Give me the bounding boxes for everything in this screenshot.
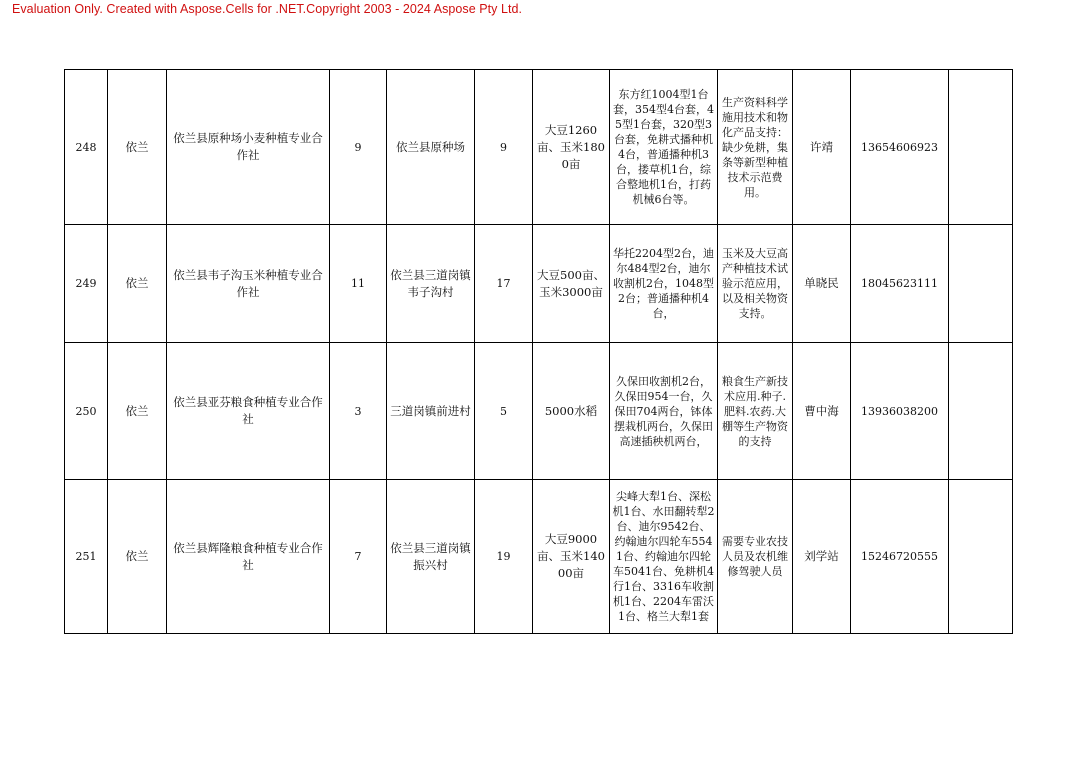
table-row <box>65 480 1013 634</box>
contact-cell: 曹中海 <box>793 343 851 480</box>
crops-cell: 5000水稻 <box>533 343 610 480</box>
empty-cell <box>949 343 1013 480</box>
contact-cell: 单晓民 <box>793 225 851 343</box>
contact-cell: 许靖 <box>793 70 851 225</box>
crops-cell: 大豆500亩、玉米3000亩 <box>533 225 610 343</box>
members-cell: 11 <box>330 225 387 343</box>
phone-cell: 13654606923 <box>851 70 949 225</box>
phone-cell: 15246720555 <box>851 480 949 634</box>
count-cell: 17 <box>475 225 533 343</box>
crops-cell: 大豆9000亩、玉米14000亩 <box>533 480 610 634</box>
table-row <box>65 343 1013 480</box>
cooperative-name-cell: 依兰县辉隆粮食种植专业合作社 <box>167 480 330 634</box>
address-cell: 依兰县原种场 <box>387 70 475 225</box>
address-cell: 依兰县三道岗镇韦子沟村 <box>387 225 475 343</box>
count-cell: 5 <box>475 343 533 480</box>
county-cell: 依兰 <box>108 70 167 225</box>
county-cell: 依兰 <box>108 480 167 634</box>
crops-cell: 大豆1260亩、玉米1800亩 <box>533 70 610 225</box>
county-cell: 依兰 <box>108 343 167 480</box>
contact-cell: 刘学站 <box>793 480 851 634</box>
row-number-cell: 251 <box>65 480 108 634</box>
needs-cell: 需要专业农技人员及农机维修驾驶人员 <box>718 480 793 634</box>
cooperative-name-cell: 依兰县原种场小麦种植专业合作社 <box>167 70 330 225</box>
row-number-cell: 248 <box>65 70 108 225</box>
needs-cell: 玉米及大豆高产种植技术试验示范应用，以及相关物资支持。 <box>718 225 793 343</box>
row-number-cell: 250 <box>65 343 108 480</box>
phone-cell: 13936038200 <box>851 343 949 480</box>
members-cell: 7 <box>330 480 387 634</box>
table-row <box>65 70 1013 225</box>
cooperative-name-cell: 依兰县亚芬粮食种植专业合作社 <box>167 343 330 480</box>
machinery-cell: 华托2204型2台，迪尔484型2台，迪尔收割机2台，1048型2台；普通播种机4台， <box>610 225 718 343</box>
needs-cell: 粮食生产新技术应用.种子.肥料.农药.大棚等生产物资的支持 <box>718 343 793 480</box>
table-row <box>65 225 1013 343</box>
needs-cell: 生产资料科学施用技术和物化产品支持：缺少免耕，集条等新型种植技术示范费用。 <box>718 70 793 225</box>
empty-cell <box>949 70 1013 225</box>
machinery-cell: 久保田收割机2台，久保田954一台，久保田704两台，钵体摆栽机两台，久保田高速插秧机两台， <box>610 343 718 480</box>
empty-cell <box>949 225 1013 343</box>
machinery-cell: 东方红1004型1台套，354型4台套，45型1台套，320型3台套，免耕式播种机4台，普通播种机3台，搂草机1台，综合整地机1台，打药机械6台等。 <box>610 70 718 225</box>
county-cell: 依兰 <box>108 225 167 343</box>
cooperative-table <box>64 69 1013 634</box>
members-cell: 3 <box>330 343 387 480</box>
empty-cell <box>949 480 1013 634</box>
count-cell: 9 <box>475 70 533 225</box>
cooperative-name-cell: 依兰县韦子沟玉米种植专业合作社 <box>167 225 330 343</box>
row-number-cell: 249 <box>65 225 108 343</box>
address-cell: 依兰县三道岗镇振兴村 <box>387 480 475 634</box>
phone-cell: 18045623111 <box>851 225 949 343</box>
machinery-cell: 尖峰大犁1台、深松机1台、水田翻转犁2台、迪尔9542台、约翰迪尔四轮车554 1台、约翰迪尔四轮车5041台、免耕机4行1台、3316车收割机1台、2204车雷沃1台、格兰大犁1套 <box>610 480 718 634</box>
evaluation-watermark: Evaluation Only. Created with Aspose.Cells for .NET.Copyright 2003 - 2024 Aspose Pty Ltd. <box>12 2 523 16</box>
members-cell: 9 <box>330 70 387 225</box>
count-cell: 19 <box>475 480 533 634</box>
address-cell: 三道岗镇前进村 <box>387 343 475 480</box>
